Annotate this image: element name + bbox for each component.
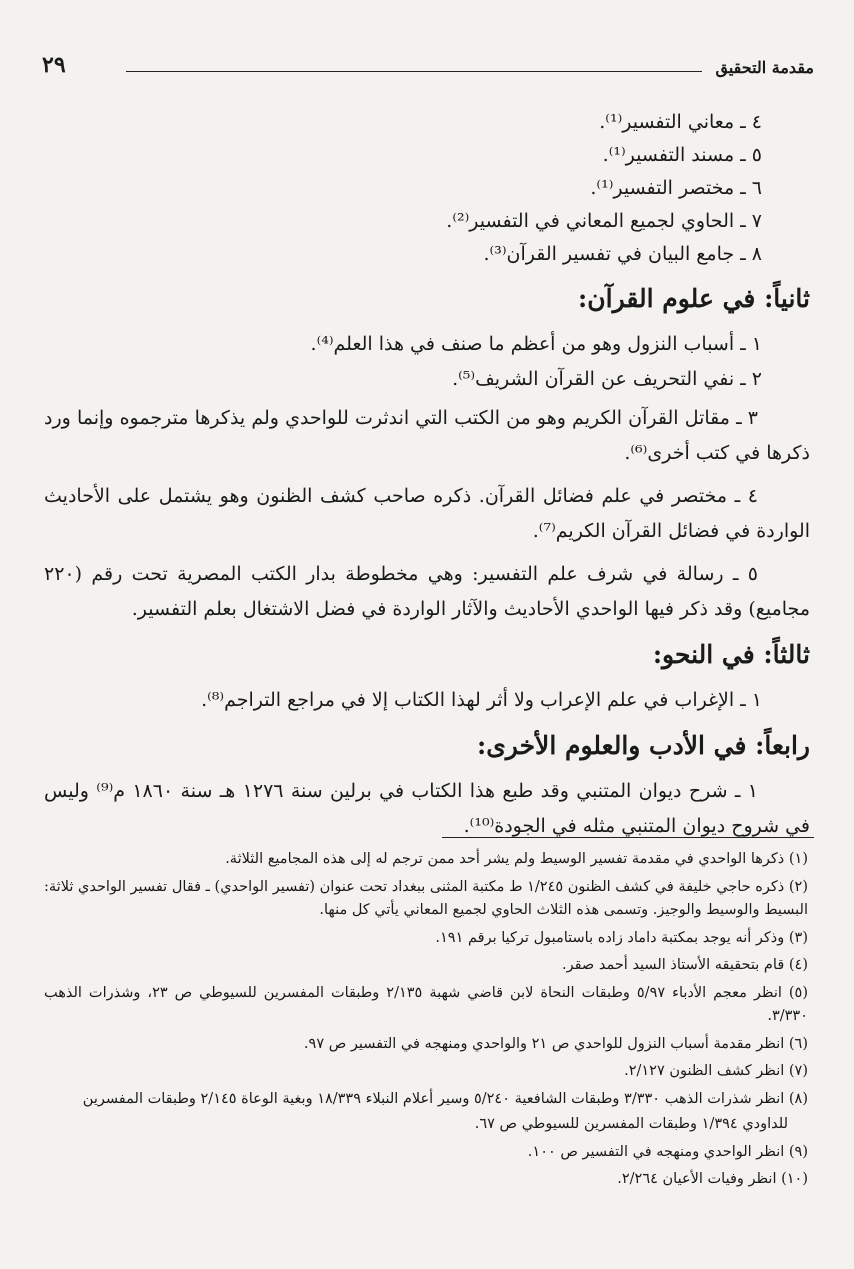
list-item: ٥ ـ مسند التفسير⁽¹⁾.: [602, 144, 762, 166]
footnote-divider: [442, 837, 814, 838]
footnote: (٥) انظر معجم الأدباء ٥/٩٧ وطبقات النحاة لابن قاضي شهبة ٢/١٣٥ وطبقات المفسرين للسيوطي ص ٢٣، وشذرات الذهب ٣/٣٣٠.: [44, 984, 808, 1024]
section-heading-quran-sciences: ثانياً: في علوم القرآن:: [578, 284, 810, 313]
footnote: (٩) انظر الواحدي ومنهجه في التفسير ص ١٠٠.: [527, 1143, 808, 1160]
page-header: [42, 52, 814, 86]
footnote: (٤) قام بتحقيقه الأستاذ السيد أحمد صقر.: [561, 957, 808, 973]
header-rule: [126, 71, 702, 72]
main-text: [44, 106, 814, 852]
list-item: ١ ـ أسباب النزول وهو من أعظم ما صنف في هذا العلم⁽⁴⁾.: [310, 333, 762, 355]
footnote: (٣) وذكر أنه يوجد بمكتبة داماد زاده باستامبول تركيا برقم ١٩١.: [435, 929, 808, 946]
list-paragraph: ١ ـ شرح ديوان المتنبي وقد طبع هذا الكتاب في برلين سنة ١٢٧٦ هـ سنة ١٨٦٠ م⁽⁹⁾ وليس في شروح ديوان المتنبي مثله في الجودة⁽¹⁰⁾.: [44, 780, 810, 837]
footnote: (٢) ذكره حاجي خليفة في كشف الظنون ١/٢٤٥ ط مكتبة المثنى ببغداد تحت عنوان (تفسير الواحدي) ـ فقال تفسير الواحدي ثلاثة: البسيط والوسيط والوجيز. وتسمى هذه الثلاث الحاوي لجميع المعاني يأتي كل منها.: [44, 878, 808, 918]
list-item: ١ ـ الإغراب في علم الإعراب ولا أثر لهذا الكتاب إلا في مراجع التراجم⁽⁸⁾.: [201, 689, 762, 711]
footnote: (١٠) انظر وفيات الأعيان ٢/٢٦٤.: [617, 1171, 808, 1187]
list-item: ٧ ـ الحاوي لجميع المعاني في التفسير⁽²⁾.: [446, 210, 762, 232]
section-heading-grammar: ثالثاً: في النحو:: [652, 640, 810, 669]
list-paragraph: ٥ ـ رسالة في شرف علم التفسير: وهي مخطوطة بدار الكتب المصرية تحت رقم (٢٢٠ مجاميع) وقد ذكر فيها الواحدي الأحاديث والآثار الواردة في فضل الاشتغال بعلم التفسير.: [44, 563, 810, 620]
footnote: (٧) انظر كشف الظنون ٢/١٢٧.: [624, 1063, 808, 1079]
list-item: ٨ ـ جامع البيان في تفسير القرآن⁽³⁾.: [483, 243, 762, 265]
footnote: (١) ذكرها الواحدي في مقدمة تفسير الوسيط ولم يشر أحد ممن ترجم له إلى هذه المجاميع الثلاثة.: [225, 851, 808, 867]
list-paragraph: ٤ ـ مختصر في علم فضائل القرآن. ذكره صاحب كشف الظنون وهو يشتمل على الأحاديث الواردة في فضائل القرآن الكريم⁽⁷⁾.: [44, 485, 810, 542]
footnotes: [44, 848, 814, 1196]
footnote: (٨) انظر شذرات الذهب ٣/٣٣٠ وطبقات الشافعية ٥/٢٤٠ وسير أعلام النبلاء ١٨/٣٣٩ وبغية الوعاة ٢/١٤٥ وطبقات المفسرين: [82, 1090, 808, 1107]
page-number: ٢٩: [42, 52, 66, 78]
list-item: ٢ ـ نفي التحريف عن القرآن الشريف⁽⁵⁾.: [452, 368, 762, 390]
list-item: ٦ ـ مختصر التفسير⁽¹⁾.: [590, 177, 762, 199]
running-title: مقدمة التحقيق: [715, 58, 814, 77]
section-heading-literature: رابعاً: في الأدب والعلوم الأخرى:: [477, 731, 810, 760]
footnote-continuation: للداودي ١/٣٩٤ وطبقات المفسرين للسيوطي ص ٦٧.: [474, 1116, 788, 1132]
footnote: (٦) انظر مقدمة أسباب النزول للواحدي ص ٢١ والواحدي ومنهجه في التفسير ص ٩٧.: [303, 1035, 808, 1052]
list-paragraph: ٣ ـ مقاتل القرآن الكريم وهو من الكتب التي اندثرت للواحدي ولم يذكرها مترجموه وإنما ورد ذكرها في كتب أخرى⁽⁶⁾.: [44, 407, 810, 464]
list-item: ٤ ـ معاني التفسير⁽¹⁾.: [599, 111, 762, 133]
